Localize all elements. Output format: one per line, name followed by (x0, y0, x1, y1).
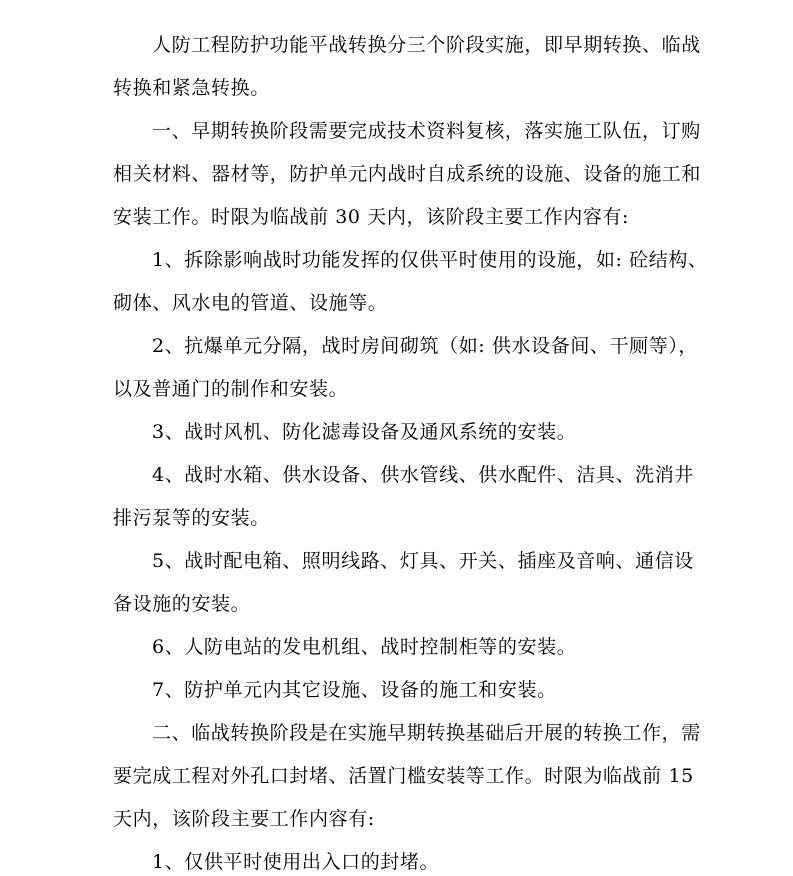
paragraph-stage1-line-3: 安装工作。时限为临战前 30 天内，该阶段主要工作内容有: (113, 206, 630, 228)
list-item-6: 6、人防电站的发电机组、战时控制柜等的安装。 (152, 636, 577, 658)
paragraph-stage2-line-3: 天内，该阶段主要工作内容有: (113, 808, 375, 830)
list-item-4-line-2: 排污泵等的安装。 (113, 507, 270, 529)
list-item-2-line-2: 以及普通门的制作和安装。 (113, 378, 349, 400)
list-item-5-line-1: 5、战时配电箱、照明线路、灯具、开关、插座及音响、通信设 (152, 550, 694, 572)
paragraph-intro-line-1: 人防工程防护功能平战转换分三个阶段实施，即早期转换、临战 (152, 34, 701, 56)
list-item-2-line-1: 2、抗爆单元分隔，战时房间砌筑（如: 供水设备间、干厕等）， (152, 335, 699, 357)
paragraph-intro-line-2: 转换和紧急转换。 (113, 77, 270, 99)
paragraph-stage1-line-2: 相关材料、器材等，防护单元内战时自成系统的设施、设备的施工和 (113, 163, 702, 185)
list-item-4-line-1: 4、战时水箱、供水设备、供水管线、供水配件、洁具、洗消井 (152, 464, 694, 486)
list-item-stage2-1: 1、仅供平时使用出入口的封堵。 (152, 851, 440, 873)
paragraph-stage2-line-1: 二、临战转换阶段是在实施早期转换基础后开展的转换工作，需 (152, 722, 701, 744)
paragraph-stage1-line-1: 一、早期转换阶段需要完成技术资料复核，落实施工队伍，订购 (152, 120, 701, 142)
list-item-3: 3、战时风机、防化滤毒设备及通风系统的安装。 (152, 421, 577, 443)
list-item-5-line-2: 备设施的安装。 (113, 593, 251, 615)
list-item-1-line-1: 1、拆除影响战时功能发挥的仅供平时使用的设施，如: 砼结构、 (152, 249, 708, 271)
paragraph-stage2-line-2: 要完成工程对外孔口封堵、活置门槛安装等工作。时限为临战前 15 (113, 765, 694, 787)
list-item-1-line-2: 砌体、风水电的管道、设施等。 (113, 292, 388, 314)
list-item-7: 7、防护单元内其它设施、设备的施工和安装。 (152, 679, 557, 701)
